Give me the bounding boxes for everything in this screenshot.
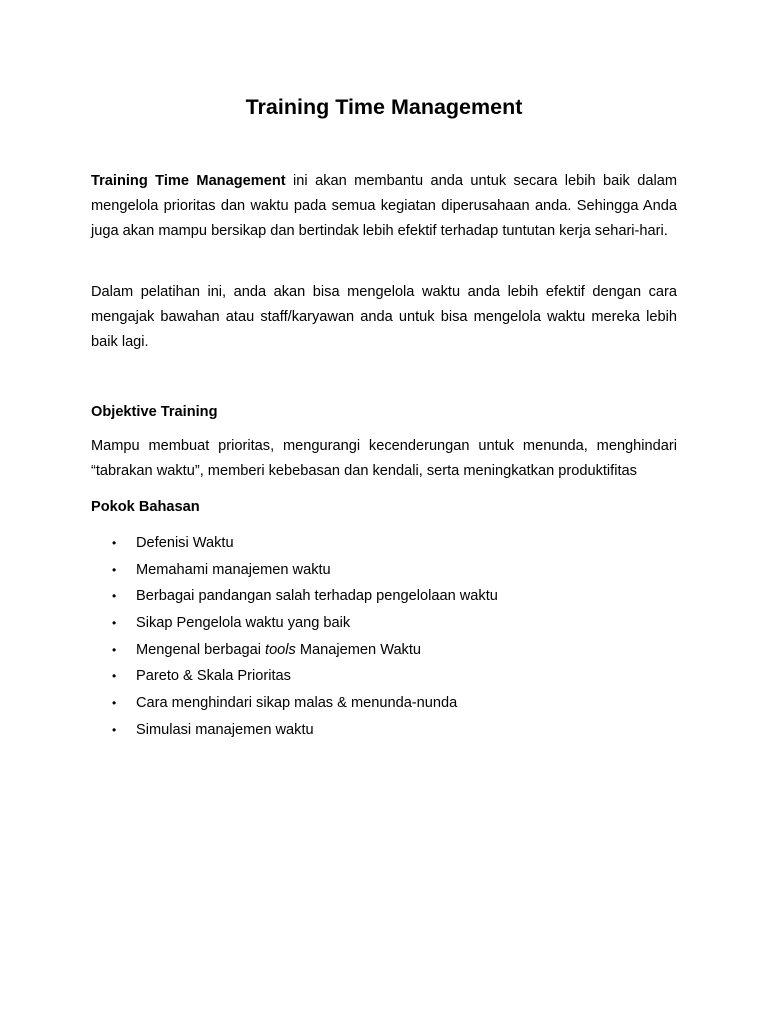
topic-text: Berbagai pandangan salah terhadap pengelolaan waktu (136, 588, 498, 605)
objective-paragraph: Mampu membuat prioritas, mengurangi kecenderungan untuk menunda, menghindari “tabrakan waktu”, memberi kebebasan dan kendali, serta meningkatkan produktifitas (91, 438, 677, 479)
topic-text: Defenisi Waktu (136, 535, 234, 551)
bullet-icon: • (112, 722, 117, 737)
topic-text-before: Mengenal berbagai (136, 641, 266, 658)
bullet-icon: • (112, 642, 117, 657)
topic-item-4 (91, 611, 498, 638)
topic-item-1 (91, 531, 498, 558)
second-paragraph: Dalam pelatihan ini, anda akan bisa mengelola waktu anda lebih efektif dengan cara mengajak bawahan atau staff/karyawan anda untuk bisa mengelola waktu mereka lebih baik lagi. (91, 284, 677, 350)
topic-item-8 (91, 718, 498, 745)
bullet-icon: • (112, 669, 117, 684)
topic-text-after: Manajemen Waktu (295, 641, 422, 658)
topics-heading: Pokok Bahasan (91, 499, 200, 515)
intro-bold-lead: Training Time Management (91, 173, 286, 189)
topic-item-3 (91, 584, 498, 611)
topic-text: Pareto & Skala Prioritas (136, 668, 291, 685)
bullet-icon: • (112, 696, 117, 711)
topic-text: Simulasi manajemen waktu (136, 721, 314, 738)
topic-item-5 (91, 638, 498, 665)
objective-heading: Objektive Training (91, 404, 218, 420)
bullet-icon: • (112, 616, 117, 631)
topics-list (91, 531, 498, 745)
document-title: Training Time Management (245, 95, 523, 119)
topic-text: Memahami manajemen waktu (136, 561, 331, 578)
bullet-icon: • (112, 536, 117, 550)
intro-paragraph (91, 169, 677, 244)
topic-text: Cara menghindari sikap malas & menunda-nunda (136, 695, 458, 712)
topic-item-2 (91, 558, 498, 585)
topic-item-7 (91, 691, 498, 718)
topic-item-6 (91, 664, 498, 691)
intro-text: ini akan membantu anda untuk secara lebih baik dalam mengelola prioritas dan waktu pada semua kegiatan diperusahaan anda. Sehingga Anda juga akan mampu bersikap dan bertindak lebih efektif terhadap tuntutan kerja sehari-hari. (91, 173, 677, 239)
topic-text: Sikap Pengelola waktu yang baik (136, 615, 351, 632)
bullet-icon: • (112, 562, 117, 577)
topic-text-italic: tools (265, 641, 296, 658)
bullet-icon: • (112, 589, 117, 604)
